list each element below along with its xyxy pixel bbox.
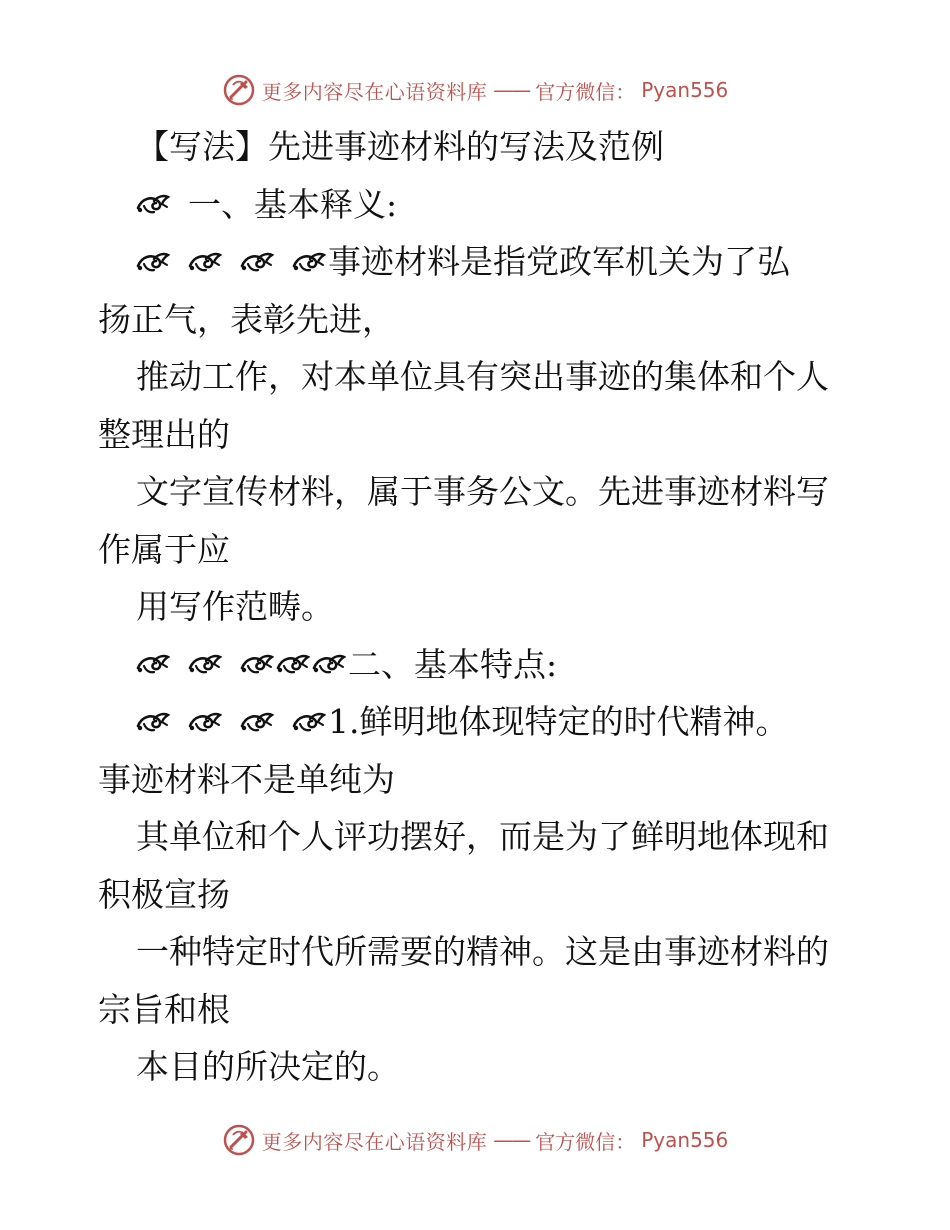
- fleuron-icon: [188, 250, 222, 274]
- fleuron-icon: [292, 710, 326, 734]
- header-banner: [0, 70, 950, 110]
- fleuron-icon: [312, 652, 346, 676]
- header-banner-text: 更多内容尽在心语资料库: [261, 79, 488, 104]
- fleuron-icon: [292, 250, 326, 274]
- para2-line-1: [98, 693, 858, 751]
- fleuron-icon: [136, 250, 170, 274]
- para1-line-1: [98, 233, 858, 291]
- header-wechat-id: Pyan556: [641, 78, 729, 102]
- section2-heading-line: [98, 636, 858, 694]
- para1-line-7: 用写作范畴。: [136, 587, 334, 626]
- para2-line-6: 宗旨和根: [98, 989, 230, 1029]
- fleuron-icon: [136, 710, 170, 734]
- para1-line-4: 整理出的: [98, 414, 230, 454]
- para2-line-3: 其单位和个人评功摆好，而是为了鲜明地体现和: [136, 817, 829, 856]
- para1-line-2: 扬正气，表彰先进，: [98, 299, 395, 339]
- document-body: [98, 118, 858, 1096]
- footer-banner-text: 更多内容尽在心语资料库: [261, 1129, 488, 1154]
- fleuron-icon: [188, 652, 222, 676]
- fleuron-icon: [276, 652, 310, 676]
- fleuron-icon: [240, 250, 274, 274]
- footer-banner: [0, 1120, 950, 1160]
- section1-heading: 一、基本释义:: [188, 184, 398, 224]
- para2-line-7: 本目的所决定的。: [136, 1047, 400, 1086]
- para2-line-2: 事迹材料不是单纯为: [98, 759, 395, 799]
- footer-banner-dash: ——: [493, 1128, 530, 1152]
- footer-wechat-label: 官方微信：: [535, 1129, 636, 1154]
- section2-heading: 二、基本特点:: [348, 644, 558, 684]
- pen-logo-icon: [222, 1123, 256, 1157]
- para1-line-5: 文字宣传材料，属于事务公文。先进事迹材料写: [136, 472, 829, 511]
- para1-line-3: 推动工作，对本单位具有突出事迹的集体和个人: [136, 357, 829, 396]
- para2-line-5: 一种特定时代所需要的精神。这是由事迹材料的: [136, 932, 829, 971]
- para1-line-6: 作属于应: [98, 529, 230, 569]
- header-wechat-label: 官方微信：: [535, 79, 636, 104]
- fleuron-icon: [240, 710, 274, 734]
- footer-wechat-id: Pyan556: [641, 1128, 729, 1152]
- document-title: 【写法】先进事迹材料的写法及范例: [136, 127, 664, 166]
- section1-heading-line: [98, 176, 858, 234]
- para2-line-4: 积极宣扬: [98, 874, 230, 914]
- para2-text-1: 1.鲜明地体现特定的时代精神。: [328, 702, 789, 741]
- pen-logo-icon: [222, 73, 256, 107]
- fleuron-icon: [240, 652, 274, 676]
- header-banner-dash: ——: [493, 78, 530, 102]
- fleuron-icon: [188, 710, 222, 734]
- fleuron-icon: [136, 192, 170, 216]
- fleuron-icon: [136, 652, 170, 676]
- para1-text-1: 事迹材料是指党政军机关为了弘: [328, 242, 790, 281]
